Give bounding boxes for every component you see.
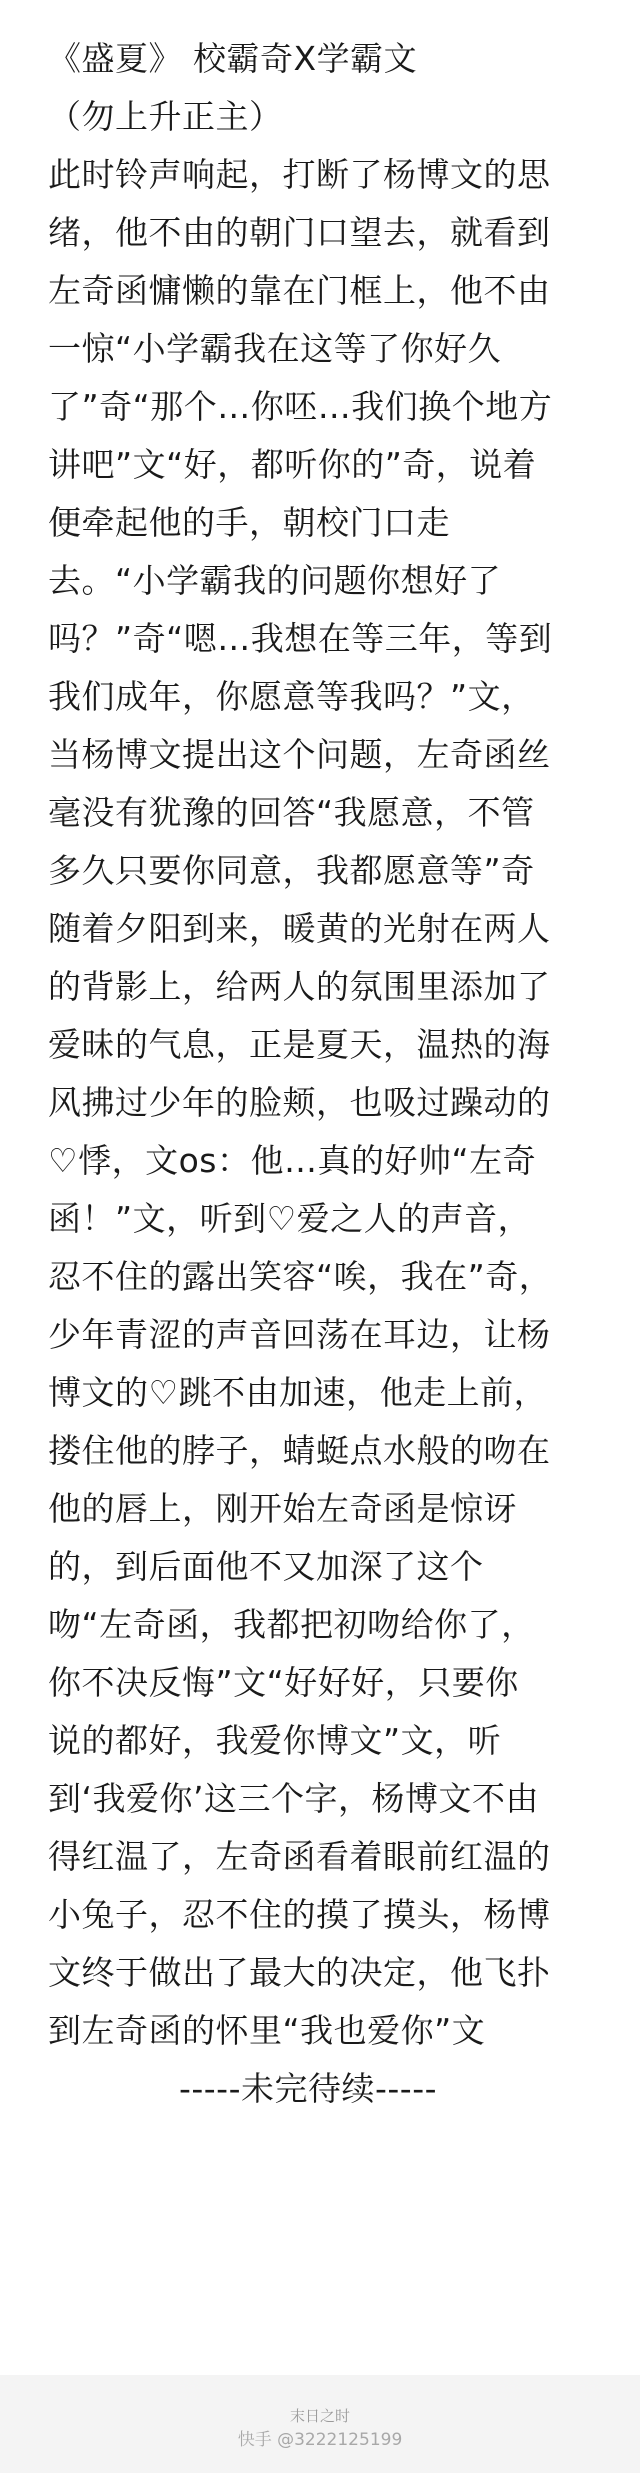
story-line: 我们成年，你愿意等我吗？”文， xyxy=(48,677,535,716)
story-line: 多久只要你同意，我都愿意等”奇 xyxy=(48,851,535,890)
story-line: 左奇函慵懒的靠在门框上，他不由 xyxy=(48,271,551,310)
story-title: 《盛夏》 校霸奇X学霸文 xyxy=(48,39,418,78)
story-line: 你不决反悔”文“好好好，只要你 xyxy=(48,1663,519,1702)
story-line: ♡悸，文os：他…真的好帅“左奇 xyxy=(48,1141,537,1180)
story-line: 随着夕阳到来，暖黄的光射在两人 xyxy=(48,909,551,948)
story-line: 当杨博文提出这个问题，左奇函丝 xyxy=(48,735,551,774)
story-line: 讲吧”文“好，都听你的”奇，说着 xyxy=(48,445,537,484)
story-line: 函！”文，听到♡爱之人的声音， xyxy=(48,1199,532,1238)
story-disclaimer: （勿上升正主） xyxy=(48,97,283,136)
to-be-continued: -----未完待续----- xyxy=(178,2069,438,2108)
story-line: 此时铃声响起，打断了杨博文的思 xyxy=(48,155,551,194)
story-line: 博文的♡跳不由加速，他走上前， xyxy=(48,1373,548,1412)
story-line: 的，到后面他不又加深了这个 xyxy=(48,1547,484,1586)
story-line: 他的唇上，刚开始左奇函是惊讶 xyxy=(48,1489,517,1528)
story-line: 风拂过少年的脸颊，也吸过躁动的 xyxy=(48,1083,551,1122)
story-line: 到‘我爱你’这三个字，杨博文不由 xyxy=(48,1779,539,1818)
story-line: 了”奇“那个…你呸…我们换个地方 xyxy=(48,387,553,426)
story-line: 绪，他不由的朝门口望去，就看到 xyxy=(48,213,551,252)
story-line: 搂住他的脖子，蜻蜓点水般的吻在 xyxy=(48,1431,551,1470)
story-line: 毫没有犹豫的回答“我愿意，不管 xyxy=(48,793,535,832)
story-line: 文终于做出了最大的决定，他飞扑 xyxy=(48,1953,551,1992)
platform-id-watermark: 快手 @3222125199 xyxy=(237,2430,403,2450)
story-line: 说的都好，我爱你博文”文，听 xyxy=(48,1721,502,1760)
story-line: 得红温了，左奇函看着眼前红温的 xyxy=(48,1837,551,1876)
author-watermark: 末日之时 xyxy=(289,2407,350,2425)
story-line: 吻“左奇函，我都把初吻给你了， xyxy=(48,1605,535,1644)
story-line: 忍不住的露出笑容“唉，我在”奇， xyxy=(48,1257,553,1296)
watermark-footer xyxy=(0,2375,640,2473)
story-line: 吗？”奇“嗯…我想在等三年，等到 xyxy=(48,619,553,658)
story-line: 到左奇函的怀里“我也爱你”文 xyxy=(48,2011,486,2050)
story-line: 少年青涩的声音回荡在耳边，让杨 xyxy=(48,1315,551,1354)
story-line: 爱昧的气息，正是夏天，温热的海 xyxy=(48,1025,551,1064)
story-line: 便牵起他的手，朝校门口走 xyxy=(48,503,450,542)
story-line: 小兔子，忍不住的摸了摸头，杨博 xyxy=(48,1895,551,1934)
story-line: 一惊“小学霸我在这等了你好久 xyxy=(48,329,502,368)
story-line: 的背影上，给两人的氛围里添加了 xyxy=(48,967,551,1006)
story-line: 去。“小学霸我的问题你想好了 xyxy=(48,561,502,600)
story-text-block xyxy=(48,30,608,2118)
